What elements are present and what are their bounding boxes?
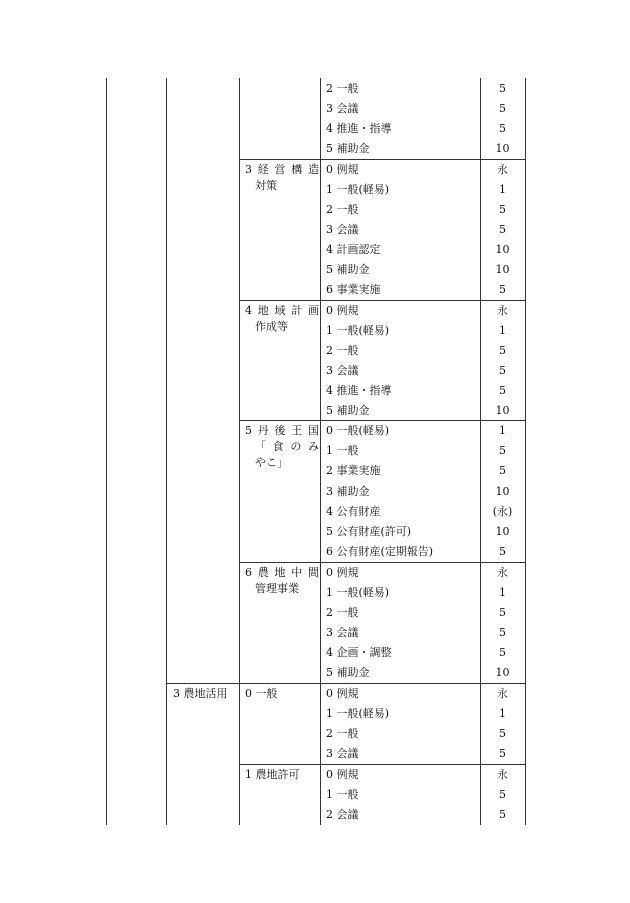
retention-value: 5 [499,788,506,801]
retention-value: 10 [495,243,510,256]
item-label: 1 一般(軽易) [326,586,390,599]
column-line-1 [106,78,107,825]
retention-value: 5 [499,727,506,740]
retention-value: 5 [499,364,506,377]
item-label: 3 補助金 [326,485,370,498]
item-label: 1 一般(軽易) [326,324,390,337]
item-label: 6 事業実施 [326,283,381,296]
subcategory-chiiki-keikaku: 4 地 域 計 画 作成等 [245,304,319,333]
retention-value: 5 [499,606,506,619]
retention-value: 5 [499,626,506,639]
item-label: 1 一般 [326,788,359,801]
retention-value: 10 [495,142,510,155]
column-line-3 [239,78,240,825]
retention-value: (永) [492,505,513,518]
column-line-4 [320,78,321,825]
item-label: 4 推進・指導 [326,384,392,397]
retention-value: 5 [499,747,506,760]
retention-value: 永 [497,687,508,700]
item-label: 0 例規 [326,566,359,579]
item-label: 5 補助金 [326,666,370,679]
item-label: 3 会議 [326,364,359,377]
item-label: 2 一般 [326,82,359,95]
item-label: 0 例規 [326,768,359,781]
retention-value: 1 [499,586,506,599]
item-label: 2 一般 [326,344,359,357]
retention-value: 永 [497,566,508,579]
retention-value: 10 [495,666,510,679]
retention-value: 5 [499,344,506,357]
item-label: 4 企画・調整 [326,646,392,659]
item-label: 5 補助金 [326,263,370,276]
retention-value: 10 [495,263,510,276]
item-label: 1 一般 [326,444,359,457]
item-label: 0 一般(軽易) [326,424,390,437]
item-label: 0 例規 [326,687,359,700]
subcategory-ippan: 0 一般 [245,687,278,700]
retention-value: 5 [499,646,506,659]
item-label: 1 一般(軽易) [326,707,390,720]
retention-value: 1 [499,707,506,720]
retention-value: 5 [499,384,506,397]
column-line-6 [525,78,526,825]
subcategory-nouchi-chukan: 6 農 地 中 間 管理事業 [245,566,319,595]
category-nouchi-katsuyou: 3 農地活用 [173,687,228,700]
item-label: 4 推進・指導 [326,122,392,135]
retention-value: 永 [497,768,508,781]
item-label: 3 会議 [326,747,359,760]
retention-value: 5 [499,464,506,477]
retention-value: 5 [499,444,506,457]
item-label: 4 公有財産 [326,505,381,518]
subcategory-tango-oukoku: 5 丹 後 王 国 「 食 の み やこ」 [245,424,319,469]
retention-value: 1 [499,324,506,337]
retention-value: 5 [499,283,506,296]
item-label: 2 一般 [326,203,359,216]
subcategory-nouchi-kyoka: 1 農地許可 [245,768,300,781]
item-label: 2 一般 [326,727,359,740]
retention-value: 5 [499,223,506,236]
column-line-2 [166,78,167,825]
item-label: 2 事業実施 [326,464,381,477]
retention-value: 1 [499,183,506,196]
retention-value: 5 [499,82,506,95]
item-label: 0 例規 [326,304,359,317]
retention-value: 5 [499,102,506,115]
item-label: 1 一般(軽易) [326,183,390,196]
retention-value: 5 [499,203,506,216]
retention-value: 5 [499,545,506,558]
subcategory-keiei-kouzou: 3 経 営 構 造 対策 [245,163,319,192]
retention-value: 5 [499,122,506,135]
item-label: 5 公有財産(許可) [326,525,412,538]
item-label: 5 補助金 [326,404,370,417]
retention-value: 10 [495,404,510,417]
retention-value: 永 [497,163,508,176]
item-label: 3 会議 [326,626,359,639]
item-label: 3 会議 [326,102,359,115]
item-label: 6 公有財産(定期報告) [326,545,434,558]
item-label: 2 会議 [326,808,359,821]
retention-value: 10 [495,525,510,538]
item-label: 5 補助金 [326,142,370,155]
retention-value: 5 [499,808,506,821]
item-label: 4 計画認定 [326,243,381,256]
item-label: 2 一般 [326,606,359,619]
retention-value: 1 [499,424,506,437]
item-label: 3 会議 [326,223,359,236]
item-label: 0 例規 [326,163,359,176]
retention-value: 永 [497,304,508,317]
retention-value: 10 [495,485,510,498]
